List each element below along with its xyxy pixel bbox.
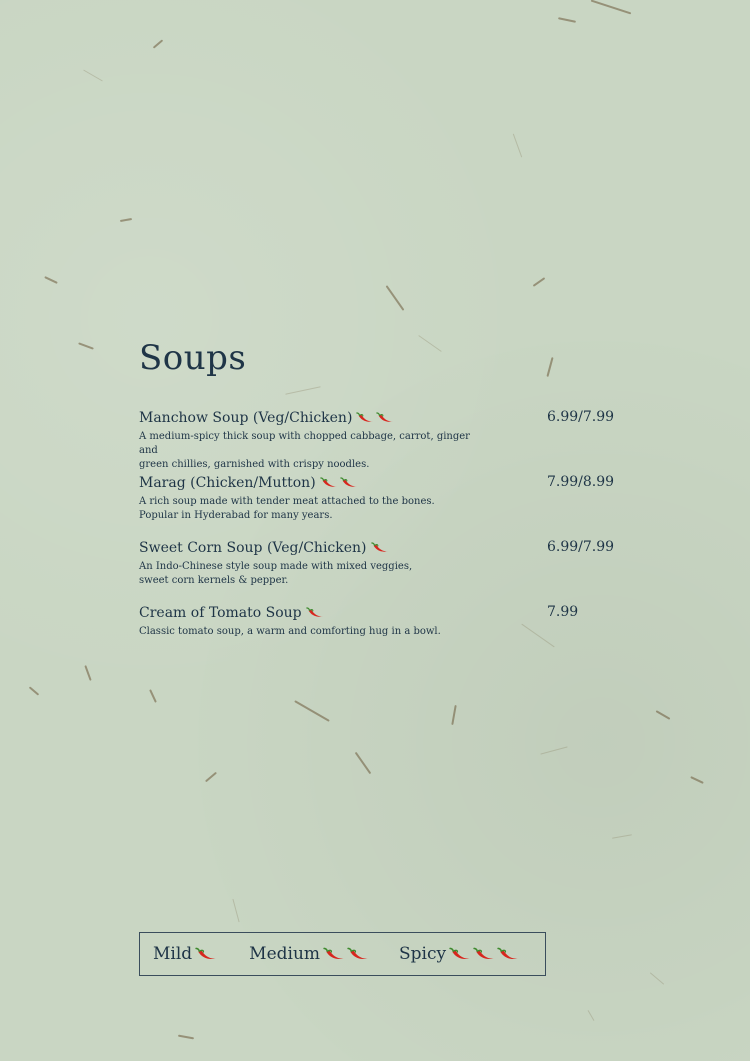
item-price: 6.99/7.99 bbox=[547, 409, 615, 425]
spice-indicator bbox=[371, 542, 389, 554]
item-price: 6.99/7.99 bbox=[547, 539, 615, 555]
chili-pepper-icon bbox=[323, 947, 345, 962]
spice-indicator bbox=[356, 412, 394, 424]
item-name: Marag (Chicken/Mutton) bbox=[139, 475, 316, 491]
chili-pepper-icon bbox=[347, 947, 369, 962]
item-name: Cream of Tomato Soup bbox=[139, 605, 302, 621]
chili-pepper-icon bbox=[371, 542, 389, 554]
legend-spicy bbox=[399, 944, 519, 964]
spice-indicator bbox=[195, 947, 217, 962]
item-price: 7.99/8.99 bbox=[547, 474, 615, 490]
spice-indicator bbox=[323, 947, 369, 962]
menu-item bbox=[139, 537, 615, 588]
chili-pepper-icon bbox=[376, 412, 394, 424]
item-description: A rich soup made with tender meat attached to the bones. Popular in Hyderabad for many years. bbox=[139, 496, 435, 521]
spice-indicator bbox=[306, 607, 324, 619]
item-name: Sweet Corn Soup (Veg/Chicken) bbox=[139, 540, 367, 556]
legend-medium-label: Medium bbox=[249, 944, 321, 964]
spice-indicator bbox=[320, 477, 358, 489]
legend-mild-label: Mild bbox=[153, 944, 193, 964]
menu-item bbox=[139, 602, 609, 639]
menu-item bbox=[139, 407, 615, 472]
legend-mild bbox=[153, 944, 217, 964]
item-name: Manchow Soup (Veg/Chicken) bbox=[139, 410, 353, 426]
item-description: An Indo-Chinese style soup made with mixed veggies, sweet corn kernels & pepper. bbox=[139, 561, 413, 586]
chili-pepper-icon bbox=[356, 412, 374, 424]
chili-pepper-icon bbox=[449, 947, 471, 962]
chili-pepper-icon bbox=[340, 477, 358, 489]
chili-pepper-icon bbox=[497, 947, 519, 962]
chili-pepper-icon bbox=[195, 947, 217, 962]
item-description: A medium-spicy thick soup with chopped cabbage, carrot, ginger and green chillies, garnished with crispy noodles. bbox=[139, 431, 470, 470]
chili-pepper-icon bbox=[320, 477, 338, 489]
section-title: Soups bbox=[139, 338, 247, 378]
item-description: Classic tomato soup, a warm and comforting hug in a bowl. bbox=[139, 626, 441, 637]
item-price: 7.99 bbox=[547, 604, 579, 620]
spice-legend bbox=[139, 932, 546, 976]
legend-medium bbox=[249, 944, 369, 964]
menu-item bbox=[139, 472, 615, 523]
chili-pepper-icon bbox=[473, 947, 495, 962]
legend-spicy-label: Spicy bbox=[399, 944, 447, 964]
spice-indicator bbox=[449, 947, 519, 962]
chili-pepper-icon bbox=[306, 607, 324, 619]
